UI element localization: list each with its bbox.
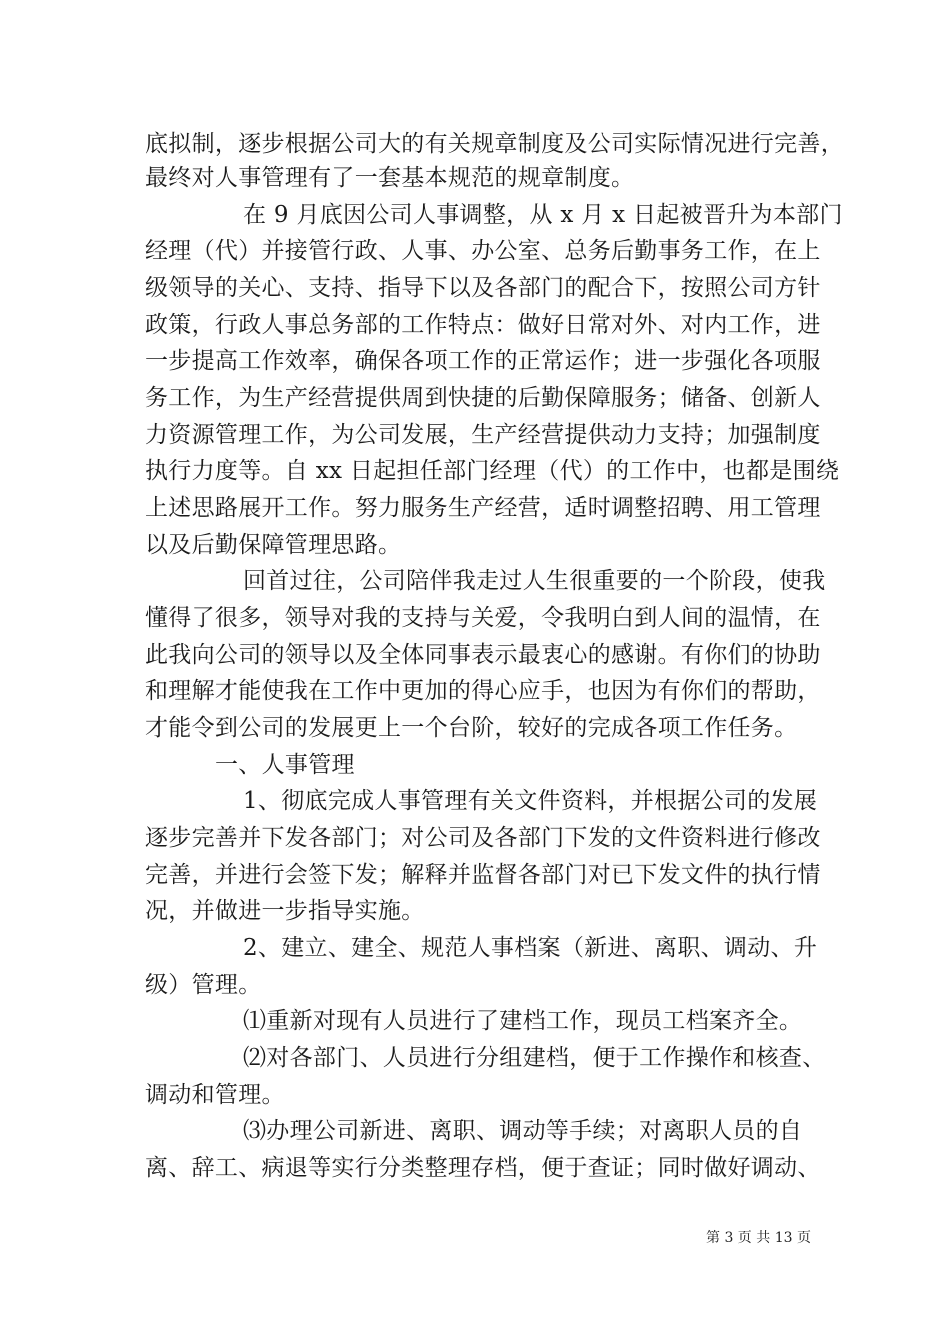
text-line-28: ⑶办理公司新进、离职、调动等手续；对离职人员的自 xyxy=(243,1118,803,1144)
text-line-24: 级）管理。 xyxy=(145,972,262,998)
text-line-22: 况，并做进一步指导实施。 xyxy=(145,898,425,924)
section-heading: 一、人事管理 xyxy=(215,752,355,778)
text-line-2: 最终对人事管理有了一套基本规范的规章制度。 xyxy=(145,165,635,191)
text-line-9: 力资源管理工作，为公司发展，生产经营提供动力支持；加强制度 xyxy=(145,422,821,448)
text-line-11: 上述思路展开工作。努力服务生产经营，适时调整招聘、用工管理 xyxy=(145,495,821,521)
text-line-21: 完善，并进行会签下发；解释并监督各部门对已下发文件的执行情 xyxy=(145,862,821,888)
text-line-8: 务工作，为生产经营提供周到快捷的后勤保障服务；储备、创新人 xyxy=(145,385,821,411)
text-line-5: 级领导的关心、支持、指导下以及各部门的配合下，按照公司方针 xyxy=(145,275,821,301)
text-line-23: 2、建立、建全、规范人事档案（新进、离职、调动、升 xyxy=(243,935,818,961)
text-line-4: 经理（代）并接管行政、人事、办公室、总务后勤事务工作，在上 xyxy=(145,238,821,264)
text-line-12: 以及后勤保障管理思路。 xyxy=(145,532,402,558)
text-line-14: 懂得了很多，领导对我的支持与关爱，令我明白到人间的温情，在 xyxy=(145,605,821,631)
text-line-27: 调动和管理。 xyxy=(145,1082,285,1108)
text-line-10: 执行力度等。自 xx 日起担任部门经理（代）的工作中，也都是围绕 xyxy=(145,458,840,484)
text-line-13: 回首过往，公司陪伴我走过人生很重要的一个阶段，使我 xyxy=(243,568,826,594)
text-line-17: 才能令到公司的发展更上一个台阶，较好的完成各项工作任务。 xyxy=(145,715,798,741)
text-line-25: ⑴重新对现有人员进行了建档工作，现员工档案齐全。 xyxy=(243,1008,803,1034)
text-line-7: 一步提高工作效率，确保各项工作的正常运作；进一步强化各项服 xyxy=(145,348,821,374)
text-line-1: 底拟制，逐步根据公司大的有关规章制度及公司实际情况进行完善， xyxy=(145,131,844,157)
text-line-6: 政策，行政人事总务部的工作特点：做好日常对外、对内工作，进 xyxy=(145,312,821,338)
text-line-19: 1、彻底完成人事管理有关文件资料，并根据公司的发展 xyxy=(243,788,818,814)
text-line-20: 逐步完善并下发各部门；对公司及各部门下发的文件资料进行修改 xyxy=(145,825,821,851)
text-line-15: 此我向公司的领导以及全体同事表示最衷心的感谢。有你们的协助 xyxy=(145,642,821,668)
text-line-26: ⑵对各部门、人员进行分组建档，便于工作操作和核查、 xyxy=(243,1045,826,1071)
text-line-16: 和理解才能使我在工作中更加的得心应手，也因为有你们的帮助， xyxy=(145,678,821,704)
text-line-3: 在 9 月底因公司人事调整，从 x 月 x 日起被晋升为本部门 xyxy=(243,202,843,228)
page-number-footer: 第 3 页 共 13 页 xyxy=(706,1230,811,1246)
text-line-29: 离、辞工、病退等实行分类整理存档，便于查证；同时做好调动、 xyxy=(145,1155,821,1181)
